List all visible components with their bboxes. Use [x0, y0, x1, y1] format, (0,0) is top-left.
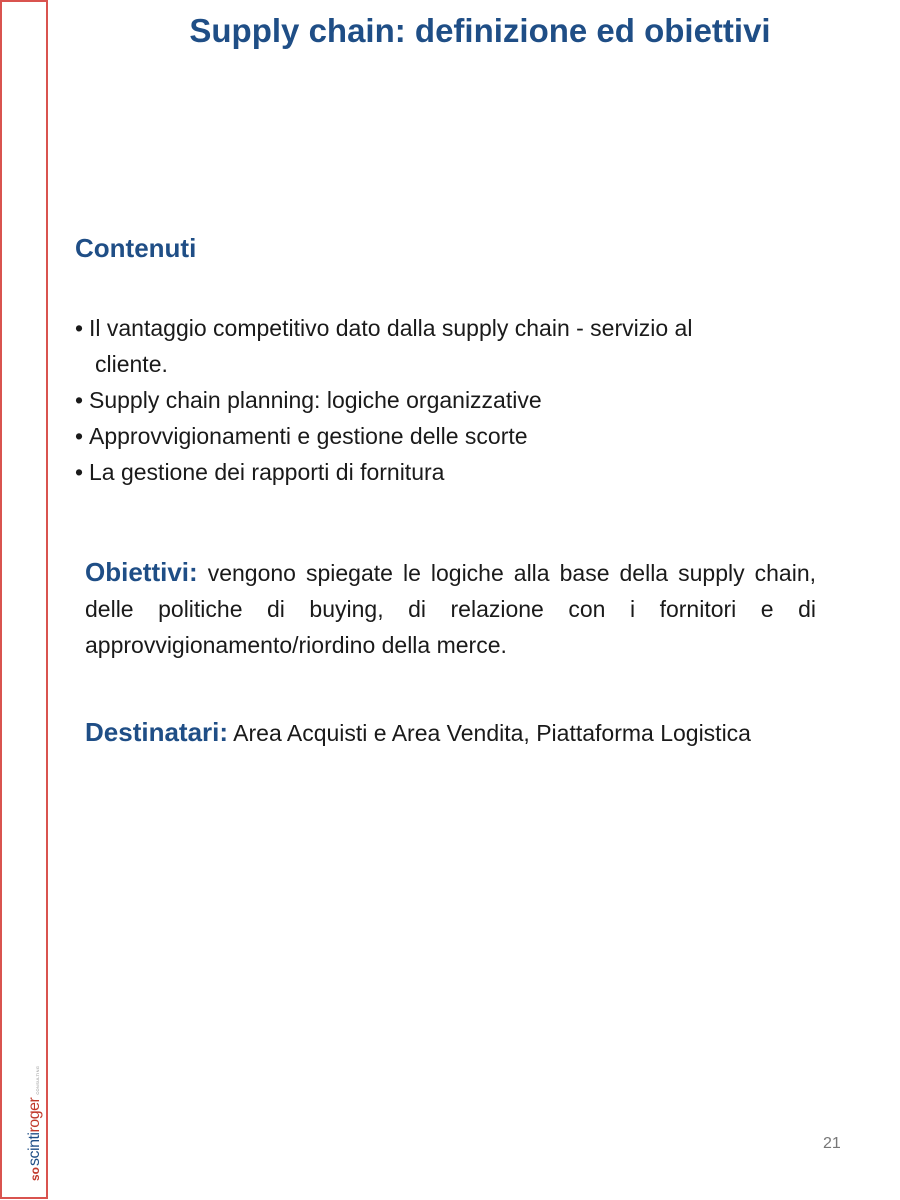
destinatari-label: Destinatari: — [85, 717, 229, 747]
list-item — [75, 418, 820, 454]
logo-text-secondary: roger — [26, 1097, 43, 1133]
list-item-text: Approvvigionamenti e gestione delle scorte — [89, 423, 528, 449]
list-item — [75, 454, 820, 490]
list-item-text: Supply chain planning: logiche organizzative — [89, 387, 542, 413]
list-item-text: Il vantaggio competitivo dato dalla supply chain - servizio al — [89, 315, 693, 341]
bullet-icon: • — [75, 387, 84, 413]
list-item — [75, 310, 820, 382]
contenuti-list — [75, 310, 820, 490]
destinatari-paragraph — [85, 714, 816, 751]
page-number: 21 — [823, 1135, 841, 1152]
obiettivi-paragraph — [85, 554, 816, 663]
logo-wordmark — [26, 1066, 44, 1181]
logo-mark: so — [28, 1166, 42, 1181]
list-item-text: La gestione dei rapporti di fornitura — [89, 459, 445, 485]
list-item — [75, 382, 820, 418]
logo-text-primary: scinti — [26, 1132, 43, 1166]
obiettivi-text: vengono spiegate le logiche alla base della supply chain, delle politiche di buying, di relazione con i fornitori e di approvvigionamento/riordino della merce. — [85, 560, 817, 658]
bullet-icon: • — [75, 423, 84, 449]
list-item-text-continuation: cliente. — [95, 351, 168, 377]
destinatari-text: Area Acquisti e Area Vendita, Piattaforma Logistica — [233, 720, 751, 746]
company-logo — [26, 1065, 43, 1181]
bullet-icon: • — [75, 315, 84, 341]
left-sidebar-band — [0, 0, 48, 1199]
contenuti-heading: Contenuti — [75, 233, 197, 263]
bullet-icon: • — [75, 459, 84, 485]
logo-subtitle: CONSULTING — [35, 1065, 40, 1095]
page-title: Supply chain: definizione ed obiettivi — [189, 12, 771, 49]
obiettivi-label: Obiettivi: — [85, 557, 198, 587]
